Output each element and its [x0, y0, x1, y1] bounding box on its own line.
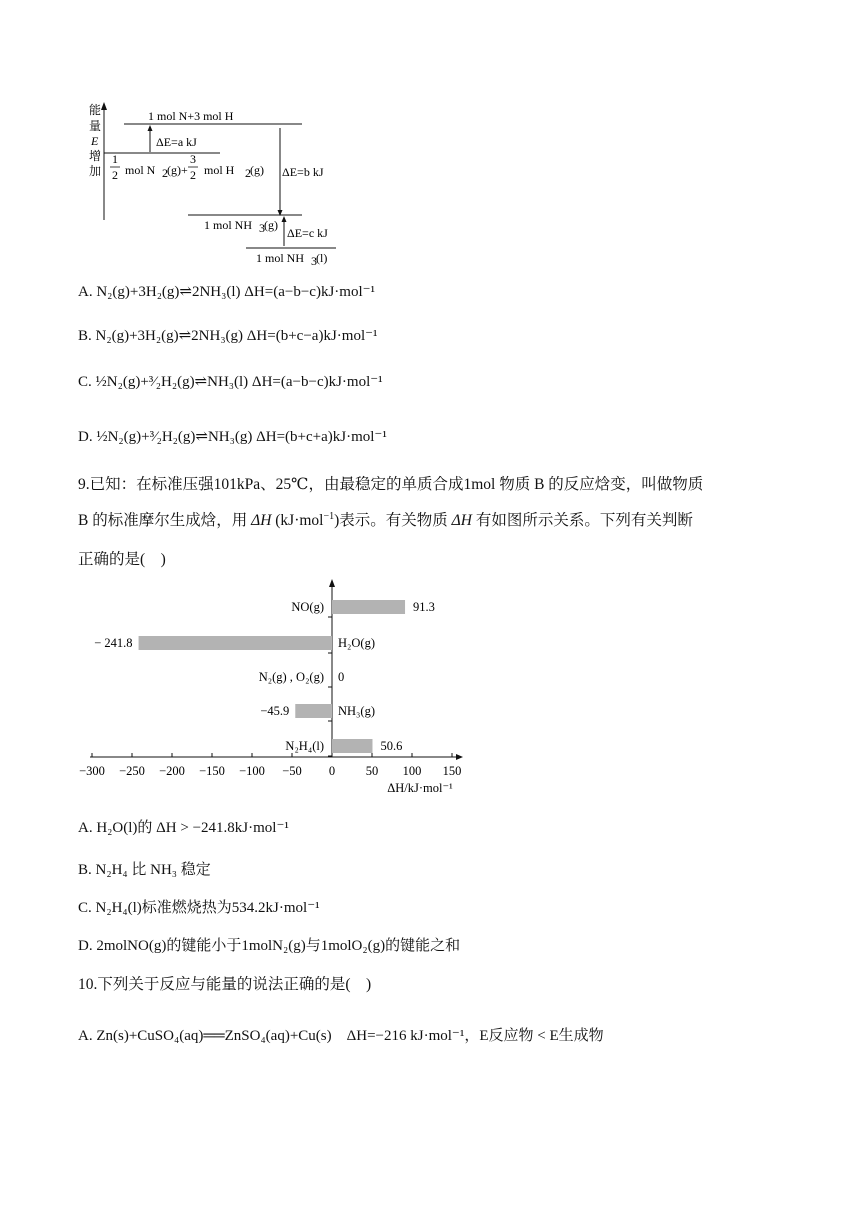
- q9-unit: (kJ·mol: [275, 512, 324, 529]
- q9-option-c[interactable]: [78, 896, 320, 917]
- q9-text: B 的标准摩尔生成焓，用: [78, 512, 248, 529]
- option-label: A.: [78, 1028, 93, 1044]
- svg-text:mol N: mol N: [125, 163, 156, 177]
- q9-text: 有如图所示关系。下列有关判断: [475, 512, 693, 529]
- q9-delta-h: ΔH: [251, 512, 272, 529]
- y-axis-label-char: 加: [89, 164, 102, 178]
- x-tick-label: 100: [402, 764, 422, 778]
- bar: [332, 600, 405, 614]
- option-label: A.: [78, 820, 93, 836]
- bar: [295, 704, 332, 718]
- option-label: D.: [78, 429, 93, 445]
- energy-level-diagram: [80, 100, 400, 270]
- value-label: −45.9: [260, 704, 290, 718]
- x-tick-label: 0: [328, 764, 336, 778]
- category-label: H₂O(g): [338, 636, 375, 650]
- x-tick-label: −50: [282, 764, 302, 778]
- svg-text:(g): (g): [250, 163, 264, 177]
- option-text: N₂(g)+3H₂(g)⇌2NH₃(l) ΔH=(a−b−c)kJ·mol⁻¹: [96, 284, 376, 300]
- value-label: 0: [338, 670, 345, 684]
- svg-text:3: 3: [259, 221, 265, 235]
- q9-stem-line3: 正确的是( ): [78, 551, 166, 568]
- svg-text:1 mol NH: 1 mol NH: [256, 251, 304, 265]
- y-axis-label-char: 量: [89, 119, 102, 133]
- option-text: N₂H₄ 比 NH₃ 稳定: [95, 862, 211, 878]
- option-label: C.: [78, 900, 92, 916]
- option-label: D.: [78, 938, 93, 954]
- x-tick-label: −200: [159, 764, 185, 778]
- arrow-a-head: [148, 125, 153, 131]
- option-text: N₂(g)+3H₂(g)⇌2NH₃(g) ΔH=(b+c−a)kJ·mol⁻¹: [95, 328, 378, 344]
- svg-text:3: 3: [190, 152, 196, 166]
- x-tick-label: −250: [119, 764, 145, 778]
- q8-option-b[interactable]: [78, 326, 378, 345]
- svg-text:2: 2: [112, 168, 118, 182]
- y-axis-label-char: E: [91, 134, 99, 148]
- value-label: − 241.8: [94, 636, 133, 650]
- q9-stem-line2: B 的标准摩尔生成焓，用 ΔH (kJ·mol$^{-1}$)表示。有关物质 ΔH 有如图所示关系。下列有关判断: [78, 510, 693, 529]
- arrow-c-head: [282, 216, 287, 222]
- category-label: N₂H₄(l): [285, 739, 324, 753]
- x-axis-title: ΔH/kJ·mol⁻¹: [387, 781, 453, 795]
- y-axis-label-char: 增: [89, 149, 102, 163]
- q9-option-d[interactable]: [78, 934, 460, 955]
- option-text: H₂O(l)的 ΔH > −241.8kJ·mol⁻¹: [96, 820, 289, 836]
- y-axis-arrowhead: [329, 579, 335, 587]
- option-label: C.: [78, 374, 92, 390]
- level-nh3-g-label: [204, 218, 278, 235]
- q8-option-d[interactable]: [78, 427, 387, 446]
- q9-delta-h: ΔH: [451, 512, 472, 529]
- svg-text:(g): (g): [264, 218, 278, 232]
- enthalpy-bar-chart: [70, 575, 480, 800]
- level-reactants-label: [110, 152, 264, 182]
- svg-text:2: 2: [245, 166, 251, 180]
- x-tick-label: −300: [79, 764, 105, 778]
- svg-text:(g)+: (g)+: [167, 163, 188, 177]
- y-axis-arrowhead: [101, 102, 107, 110]
- de-b-label: ΔE=b kJ: [282, 165, 324, 179]
- bar: [332, 739, 372, 753]
- x-axis-arrowhead: [456, 754, 463, 760]
- q9-option-b[interactable]: [78, 858, 211, 879]
- svg-text:mol H: mol H: [204, 163, 235, 177]
- option-text: 2molNO(g)的键能小于1molN₂(g)与1molO₂(g)的键能之和: [96, 938, 461, 954]
- category-label: NH₃(g): [338, 704, 375, 718]
- x-tick-label: −100: [239, 764, 265, 778]
- de-c-label: ΔE=c kJ: [287, 226, 328, 240]
- y-axis-label-char: 能: [89, 103, 102, 117]
- value-label: 50.6: [380, 739, 403, 753]
- option-text: Zn(s)+CuSO₄(aq)══ZnSO₄(aq)+Cu(s) ΔH=−216 kJ·mol⁻¹，E反应物 < E生成物: [96, 1028, 604, 1044]
- option-label: B.: [78, 328, 92, 344]
- option-text: ½N₂(g)+³⁄₂H₂(g)⇌NH₃(l) ΔH=(a−b−c)kJ·mol⁻¹: [95, 374, 383, 390]
- svg-text:1 mol NH: 1 mol NH: [204, 218, 252, 232]
- svg-text:2: 2: [162, 166, 168, 180]
- level-top-label: 1 mol N+3 mol H: [148, 109, 234, 123]
- q10-stem: 10.下列关于反应与能量的说法正确的是( ): [78, 976, 372, 993]
- de-a-label: ΔE=a kJ: [156, 135, 197, 149]
- level-nh3-l-label: [256, 251, 327, 268]
- q9-text: )表示。有关物质: [334, 512, 448, 529]
- svg-text:2: 2: [190, 168, 196, 182]
- value-label: 91.3: [413, 600, 435, 614]
- q8-option-c[interactable]: [78, 372, 383, 391]
- x-tick-label: 50: [365, 764, 379, 778]
- q9-option-a[interactable]: [78, 816, 289, 837]
- category-label: NO(g): [291, 600, 324, 614]
- bar: [139, 636, 332, 650]
- x-tick-label: −150: [199, 764, 225, 778]
- option-text: N₂H₄(l)标准燃烧热为534.2kJ·mol⁻¹: [95, 900, 320, 916]
- q9-stem-line1: 9.已知：在标准压强101kPa、25℃，由最稳定的单质合成1mol 物质 B 的反应焓变，叫做物质: [78, 476, 704, 493]
- option-label: A.: [78, 284, 93, 300]
- svg-text:(l): (l): [316, 251, 328, 265]
- option-label: B.: [78, 862, 92, 878]
- option-text: ½N₂(g)+³⁄₂H₂(g)⇌NH₃(g) ΔH=(b+c+a)kJ·mol⁻¹: [96, 429, 387, 445]
- q8-option-a[interactable]: [78, 282, 375, 301]
- svg-text:3: 3: [311, 254, 317, 268]
- svg-text:1: 1: [112, 152, 118, 166]
- q10-option-a[interactable]: [78, 1024, 604, 1045]
- x-tick-label: 150: [442, 764, 462, 778]
- category-label: N₂(g) , O₂(g): [258, 670, 324, 684]
